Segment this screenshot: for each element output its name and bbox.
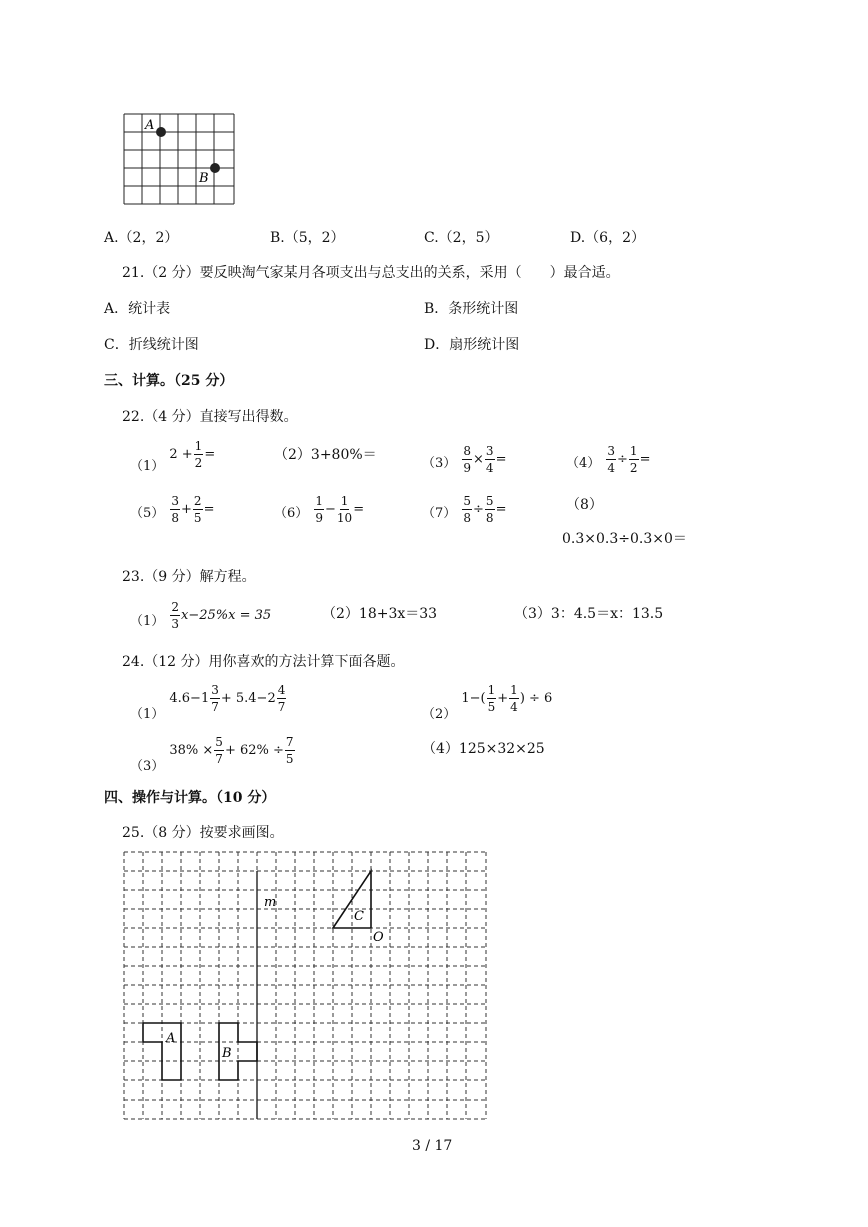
q22-stem: 22.（4 分）直接写出得数。 [122,409,298,425]
q25-stem: 25.（8 分）按要求画图。 [122,825,284,841]
q23-equation-2: （2）18+3x＝33 [322,606,438,622]
triangle-c-label: C [354,909,364,924]
q24-stem: 24.（12 分）用你喜欢的方法计算下面各题。 [122,654,405,670]
point-a-label: A [145,118,155,133]
q21-option-b[interactable]: B．条形统计图 [424,301,519,317]
q22-item-8-num: （8） [566,497,603,513]
coordinate-grid [118,108,242,208]
q23-equation-1: $_{(1)}$ $\frac{2}{3}$ x−25%x = 35 [130,600,272,631]
option-a[interactable]: A.（2，2） [104,230,179,246]
q22-item-4: $_{(4)}$ $\frac{3}{4}$ ÷ $\frac{1}{2}$ = [566,444,651,475]
q24-calc-4: （4）125×32×25 [422,741,545,757]
point-b-label: B [199,171,209,186]
q23-stem: 23.（9 分）解方程。 [122,569,256,585]
triangle-c [333,871,371,928]
point-o-label: O [373,930,384,945]
q22-item-7: $_{(7)}$ $\frac{5}{8}$ ÷ $\frac{5}{8}$ = [422,494,507,525]
q24-calc-2: $_{(2)}$ 1−( $\frac{1}{5}$ + $\frac{1}{4}$ ) ÷ 6 [422,683,553,722]
section-3-heading: 三、计算。（25 分） [104,373,234,389]
page-number: 3 / 17 [412,1138,453,1154]
q21-stem: 21.（2 分）要反映淘气家某月各项支出与总支出的关系，采用（ ）最合适。 [122,265,620,281]
point-a [156,127,166,137]
section-4-heading: 四、操作与计算。（10 分） [104,790,276,806]
option-c[interactable]: C.（2，5） [424,230,499,246]
point-b [210,163,220,173]
q22-item-6: $_{(6)}$ $\frac{1}{9}$ − $\frac{1}{10}$ = [274,494,365,525]
option-d[interactable]: D.（6，2） [570,230,645,246]
q21-option-c[interactable]: C．折线统计图 [104,337,199,353]
q22-item-5: $_{(5)}$ $\frac{3}{8}$ + $\frac{2}{5}$ = [130,494,215,525]
q24-calc-1: $_{(1)}$ 4.6−1 $\frac{3}{7}$ + 5.4−2 $\frac{4}{7}$ [130,683,286,722]
q22-item-2: （2）3+80%＝ [274,447,377,463]
drawing-grid [118,846,494,1126]
option-b[interactable]: B.（5，2） [270,230,345,246]
shape-b-label: B [222,1046,232,1061]
q22-item-1: $_{(1)}$ 2 + $\frac{1}{2}$ = [130,439,216,474]
q21-option-a[interactable]: A．统计表 [104,301,171,317]
q21-option-d[interactable]: D．扇形统计图 [424,337,520,353]
shape-a-label: A [166,1031,176,1046]
q22-item-3: $_{(3)}$ $\frac{8}{9}$ × $\frac{3}{4}$ = [422,444,507,475]
q24-calc-3: $_{(3)}$ 38% × $\frac{5}{7}$ + 62% ÷ $\frac{7}{5}$ [130,735,294,774]
q23-equation-3: （3）3：4.5＝x：13.5 [514,606,664,622]
axis-m-label: m [264,895,277,910]
q22-item-8-expr: 0.3×0.3÷0.3×0＝ [562,531,687,547]
